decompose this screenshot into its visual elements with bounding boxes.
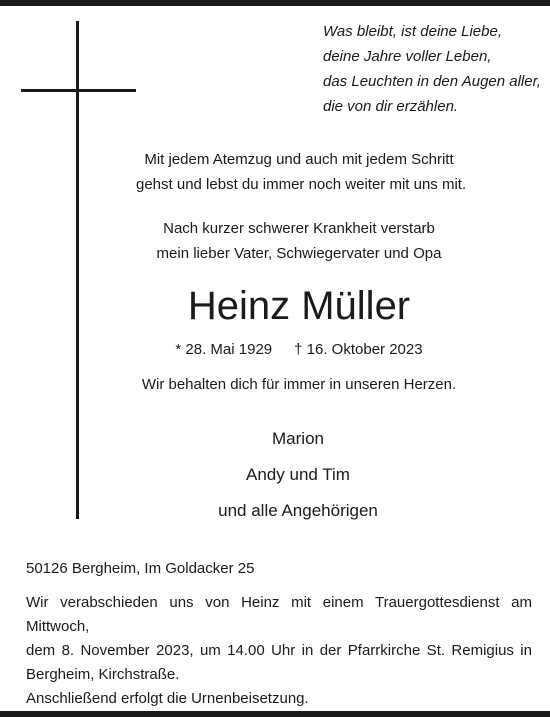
- family-line: Marion: [272, 429, 324, 448]
- life-dates: [136, 338, 462, 362]
- intro-line: mein lieber Vater, Schwiegervater und Opa: [156, 245, 442, 262]
- family-line: und alle Angehörigen: [218, 501, 378, 520]
- bottom-border: [0, 711, 550, 717]
- intro-text: [136, 216, 462, 266]
- service-line: Anschließend erfolgt die Urnenbeisetzung.: [26, 690, 309, 707]
- intro-line: Nach kurzer schwerer Krankheit verstarb: [163, 220, 435, 237]
- family-signatures: [180, 421, 416, 529]
- poem-line: die von dir erzählen.: [323, 98, 459, 115]
- service-notice: [26, 591, 532, 711]
- top-border: [0, 0, 550, 6]
- death-date: † 16. Oktober 2023: [294, 341, 423, 358]
- poem-line: Was bleibt, ist deine Liebe,: [323, 23, 502, 40]
- closing-line: Wir behalten dich für immer in unseren Herzen.: [141, 376, 457, 393]
- address: 50126 Bergheim, Im Goldacker 25: [26, 560, 255, 577]
- deceased-name: Heinz Müller: [187, 284, 411, 328]
- quote-line: Mit jedem Atemzug und auch mit jedem Schritt: [144, 151, 454, 168]
- family-line: Andy und Tim: [246, 465, 350, 484]
- poem-line: deine Jahre voller Leben,: [323, 48, 492, 65]
- poem-line: das Leuchten in den Augen aller,: [323, 73, 541, 90]
- quote: [136, 147, 467, 197]
- cross-vertical-bar: [76, 21, 79, 519]
- service-line: Bergheim, Kirchstraße.: [26, 666, 180, 683]
- poem: [323, 19, 548, 119]
- birth-date: * 28. Mai 1929: [175, 341, 273, 358]
- cross-horizontal-bar: [21, 89, 136, 92]
- service-line: dem 8. November 2023, um 14.00 Uhr in der Pfarrkirche St. Remigius in: [26, 642, 532, 659]
- quote-line: gehst und lebst du immer noch weiter mit uns mit.: [136, 176, 467, 193]
- service-line: Wir verabschieden uns von Heinz mit einem Trauergottesdienst am Mittwoch,: [26, 594, 532, 635]
